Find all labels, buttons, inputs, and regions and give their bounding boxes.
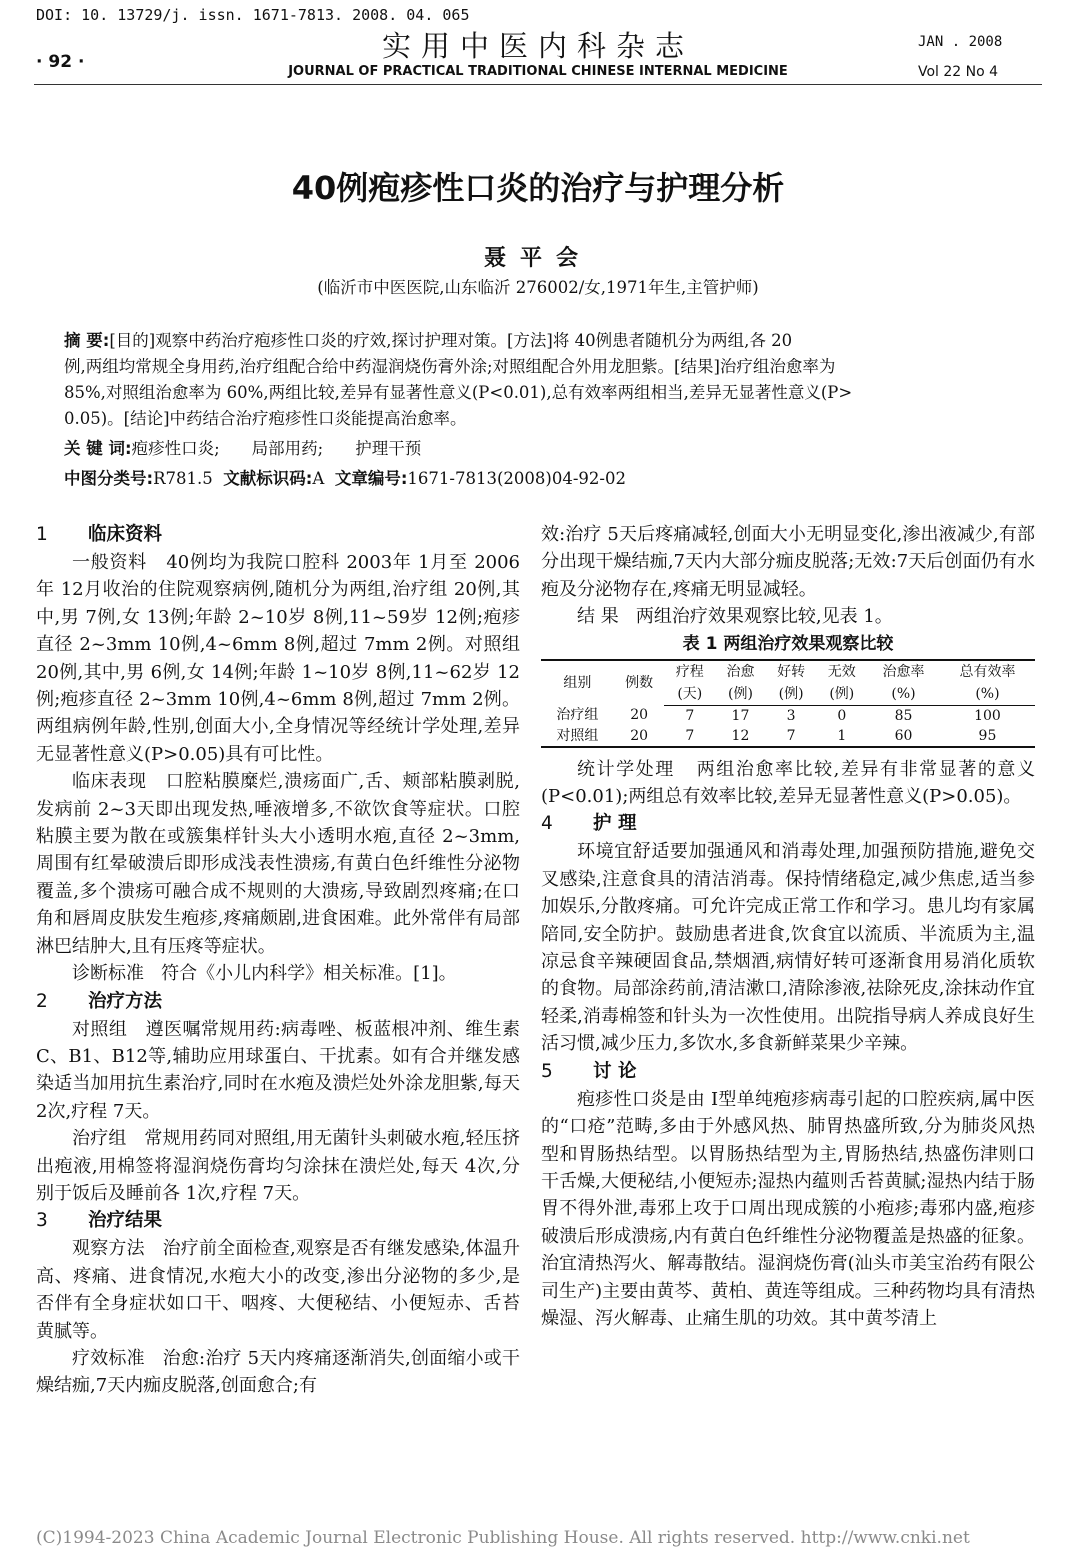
paragraph: 结 果 两组治疗效果观察比较,见表 1。 bbox=[577, 606, 893, 628]
issue-date: JAN . 2008 bbox=[918, 34, 1003, 50]
table-header-unit: (天) bbox=[664, 683, 715, 706]
table-cell: 3 bbox=[786, 707, 796, 724]
table-cell: 7 bbox=[664, 726, 715, 747]
section-heading: 3 治疗结果 bbox=[36, 1210, 163, 1232]
table-cell: 1 bbox=[816, 726, 867, 747]
doc-code-label: 文献标识码: bbox=[223, 469, 313, 488]
article-title: 40例疱疹性口炎的治疗与护理分析 bbox=[291, 169, 785, 207]
paragraph: 诊断标准 符合《小儿内科学》相关标准。[1]。 bbox=[72, 963, 457, 985]
classification-line bbox=[64, 466, 626, 492]
table-row bbox=[541, 705, 1035, 726]
abstract-text: [目的]观察中药治疗疱疹性口炎的疗效,探讨护理对策。[方法]将 40例患者随机分为两组,各 20 bbox=[109, 331, 793, 350]
journal-title-en: JOURNAL OF PRACTICAL TRADITIONAL CHINESE INTERNAL MEDICINE bbox=[288, 64, 788, 79]
paragraph: 疱疹性口炎是由 I型单纯疱疹病毒引起的口腔疾病,属中医的“口疮”范畴,多由于外感风热、肺胃热盛所致,分为肺炎风热型和胃肠热结型。以胃肠热结型为主,胃肠热结,热盛伤津则口干舌燥,大便秘结,小便短赤;湿热内蕴则舌苔黄腻;湿热内结于肠胃不得外泄,毒邪上攻于口周出现成簇的小疱疹;毒邪内盛,疱疹破溃后形成溃疡,内有黄白色纤维性分泌物覆盖是热盛的征象。治宜清热泻火、解毒散结。湿润烧伤膏(汕头市美宝治药有限公司生产)主要由黄芩、黄柏、黄连等组成。三种药物均具有清热燥湿、泻火解毒、止痛生肌的功效。其中黄芩清上 bbox=[541, 1088, 1035, 1329]
table-cell: 治疗组 bbox=[556, 707, 599, 724]
section-heading: 4 护 理 bbox=[541, 813, 637, 835]
table-cell: 60 bbox=[867, 726, 940, 747]
issue-volume: Vol 22 No 4 bbox=[918, 64, 999, 80]
table-header-unit: (例) bbox=[715, 683, 766, 706]
table-row bbox=[541, 726, 1035, 747]
journal-title-cn: 实用中医内科杂志 bbox=[381, 29, 694, 63]
table-header-cell: 例数 bbox=[614, 660, 665, 706]
keywords-line bbox=[64, 436, 421, 462]
table-header-cell: 好转 bbox=[766, 660, 817, 683]
table-cell: 对照组 bbox=[541, 726, 614, 747]
table-header-cell: 无效 bbox=[816, 660, 867, 683]
table-header-unit: (例) bbox=[816, 683, 867, 706]
abstract-line-4 bbox=[64, 406, 467, 432]
abstract-line-3 bbox=[64, 380, 852, 406]
paragraph: 效:治疗 5天后疼痛减轻,创面大小无明显变化,渗出液减少,有部分出现干燥结痂,7天内大部分痂皮脱落;无效:7天后创面仍有水疱及分泌物存在,疼痛无明显减轻。 bbox=[541, 524, 1035, 600]
author-name: 聂平会 bbox=[483, 245, 592, 271]
article-id-value: 1671-7813(2008)04-92-02 bbox=[407, 469, 626, 488]
paragraph: 对照组 遵医嘱常规用药:病毒唑、板蓝根冲剂、维生素 C、B1、B12等,辅助应用球蛋白、干扰素。如有合并继发感染适当加用抗生素治疗,同时在水疱及溃烂处外涂龙胆紫,每天 2次,疗程 7天。 bbox=[36, 1018, 521, 1122]
abstract-line-1 bbox=[64, 328, 792, 354]
keywords-label: 关 键 词: bbox=[64, 439, 132, 458]
paragraph: 观察方法 治疗前全面检查,观察是否有继发感染,体温升高、疼痛、进食情况,水疱大小的改变,渗出分泌物的多少,是否伴有全身症状如口干、咽疼、大便秘结、小便短赤、舌苔黄腻等。 bbox=[36, 1238, 520, 1342]
paragraph: 环境宜舒适要加强通风和消毒处理,加强预防措施,避免交叉感染,注意食具的清洁消毒。保持情绪稳定,减少焦虑,适当参加娱乐,分散疼痛。可允许完成正常工作和学习。患儿均有家属陪同,安全防护。鼓励患者进食,饮食宜以流质、半流质为主,温凉忌食辛辣硬固食品,禁烟酒,病情好转可逐渐食用易消化质软的食物。局部涂药前,清洁漱口,清除渗液,祛除死皮,涂抹动作宜轻柔,消毒棉签和针头为一次性使用。出院指导病人养成良好生活习惯,减少压力,多饮水,多食新鲜菜果少辛辣。 bbox=[541, 841, 1035, 1055]
keyword: 局部用药; bbox=[251, 439, 324, 458]
abstract-text: 85%,对照组治愈率为 60%,两组比较,差异有显著性意义(P<0.01),总有效率两组相当,差异无显著性意义(P> bbox=[64, 383, 853, 402]
abstract-line-2 bbox=[64, 354, 835, 380]
table-cell: 85 bbox=[894, 707, 913, 724]
clc-label: 中图分类号: bbox=[64, 469, 154, 488]
keyword: 疱疹性口炎; bbox=[131, 439, 220, 458]
section-heading: 5 讨 论 bbox=[541, 1060, 637, 1082]
abstract-label: 摘 要: bbox=[64, 331, 110, 350]
results-table bbox=[541, 659, 1035, 748]
table-cell: 12 bbox=[715, 726, 766, 747]
table-cell: 7 bbox=[685, 707, 695, 724]
abstract-text: 0.05)。[结论]中药结合治疗疱疹性口炎能提高治愈率。 bbox=[64, 409, 467, 428]
table-header-cell: 总有效率 bbox=[940, 660, 1035, 683]
paragraph: 临床表现 口腔粘膜糜烂,溃疡面广,舌、颊部粘膜剥脱,发病前 2~3天即出现发热,唾液增多,不欲饮食等症状。口腔粘膜主要为散在或簇集样针头大小透明水疱,直径 2~3mm,周围有红晕破溃后即形成浅表性溃疡,有黄白色纤维性分泌物覆盖,多个溃疡可融合成不规则的大溃疡,导致剧烈疼痛;在口角和唇周皮肤发生疱疹,疼痛颇剧,进食困难。此外常伴有局部淋巴结肿大,且有压疼等症状。 bbox=[36, 771, 521, 957]
author-affiliation: (临沂市中医医院,山东临沂 276002/女,1971年生,主管护师) bbox=[317, 278, 759, 297]
right-column bbox=[541, 521, 1035, 1332]
table-header-unit: (%) bbox=[867, 683, 940, 706]
article-id-label: 文章编号: bbox=[334, 469, 408, 488]
paragraph: 统计学处理 两组治愈率比较,差异有非常显著的意义(P<0.01);两组总有效率比较,差异无显著性意义(P>0.05)。 bbox=[541, 758, 1035, 808]
table-caption: 表 1 两组治疗效果观察比较 bbox=[682, 633, 894, 654]
table-cell: 95 bbox=[940, 726, 1035, 747]
section-heading: 1 临床资料 bbox=[36, 524, 163, 545]
paragraph: 一般资料 40例均为我院口腔科 2003年 1月至 2006年 12月收治的住院观察病例,随机分为两组,治疗组 20例,其中,男 7例,女 13例;年龄 2~10岁 8例,11~59岁 12例;疱疹直径 2~3mm 10例,4~6mm 8例,超过 7mm 2例。对照组 20例,其中,男 6例,女 14例;年龄 1~10岁 8例,11~62岁 12例;疱疹直径 2~3mm 10例,4~6mm 8例,超过 7mm 2例。两组病例年龄,性别,创面大小,全身情况等经统计学处理,差异无显著性意义(P>0.05)具有可比性。 bbox=[36, 552, 521, 765]
table-header-unit: (%) bbox=[940, 683, 1035, 706]
table-header-unit: (例) bbox=[766, 683, 817, 706]
paragraph: 治疗组 常规用药同对照组,用无菌针头刺破水疱,轻压挤出疱液,用棉签将湿润烧伤膏均匀涂抹在溃烂处,每天 4次,分别于饭后及睡前各 1次,疗程 7天。 bbox=[36, 1128, 520, 1204]
paragraph: 疗效标准 治愈:治疗 5天内疼痛逐渐消失,创面缩小或干燥结痂,7天内痂皮脱落,创面愈合;有 bbox=[36, 1347, 520, 1397]
copyright-footer: (C)1994-2023 China Academic Journal Electronic Publishing House. All rights reserved. http://www.cnki.net bbox=[36, 1528, 970, 1548]
table-header-cell: 组别 bbox=[541, 660, 614, 706]
table-header-cell: 治愈 bbox=[715, 660, 766, 683]
abstract-text: 例,两组均常规全身用药,治疗组配合给中药湿润烧伤膏外涂;对照组配合外用龙胆紫。[结果]治疗组治愈率为 bbox=[64, 357, 836, 376]
clc-value: R781.5 bbox=[153, 469, 213, 488]
doi-line: DOI: 10. 13729/j. issn. 1671-7813. 2008. 04. 065 bbox=[36, 6, 470, 24]
section-heading: 2 治疗方法 bbox=[36, 990, 163, 1012]
header-rule bbox=[34, 84, 1042, 85]
keyword: 护理干预 bbox=[355, 439, 422, 458]
page-number: · 92 · bbox=[36, 52, 85, 72]
table-cell: 100 bbox=[974, 707, 1001, 724]
table-header-cell: 治愈率 bbox=[867, 660, 940, 683]
left-column bbox=[36, 521, 520, 1400]
table-cell: 17 bbox=[731, 707, 750, 724]
table-header-cell: 疗程 bbox=[664, 660, 715, 683]
table-cell: 20 bbox=[630, 707, 649, 724]
table-cell: 7 bbox=[766, 726, 817, 747]
doc-code-value: A bbox=[312, 469, 325, 488]
table-cell: 0 bbox=[837, 707, 847, 724]
table-cell: 20 bbox=[614, 726, 665, 747]
